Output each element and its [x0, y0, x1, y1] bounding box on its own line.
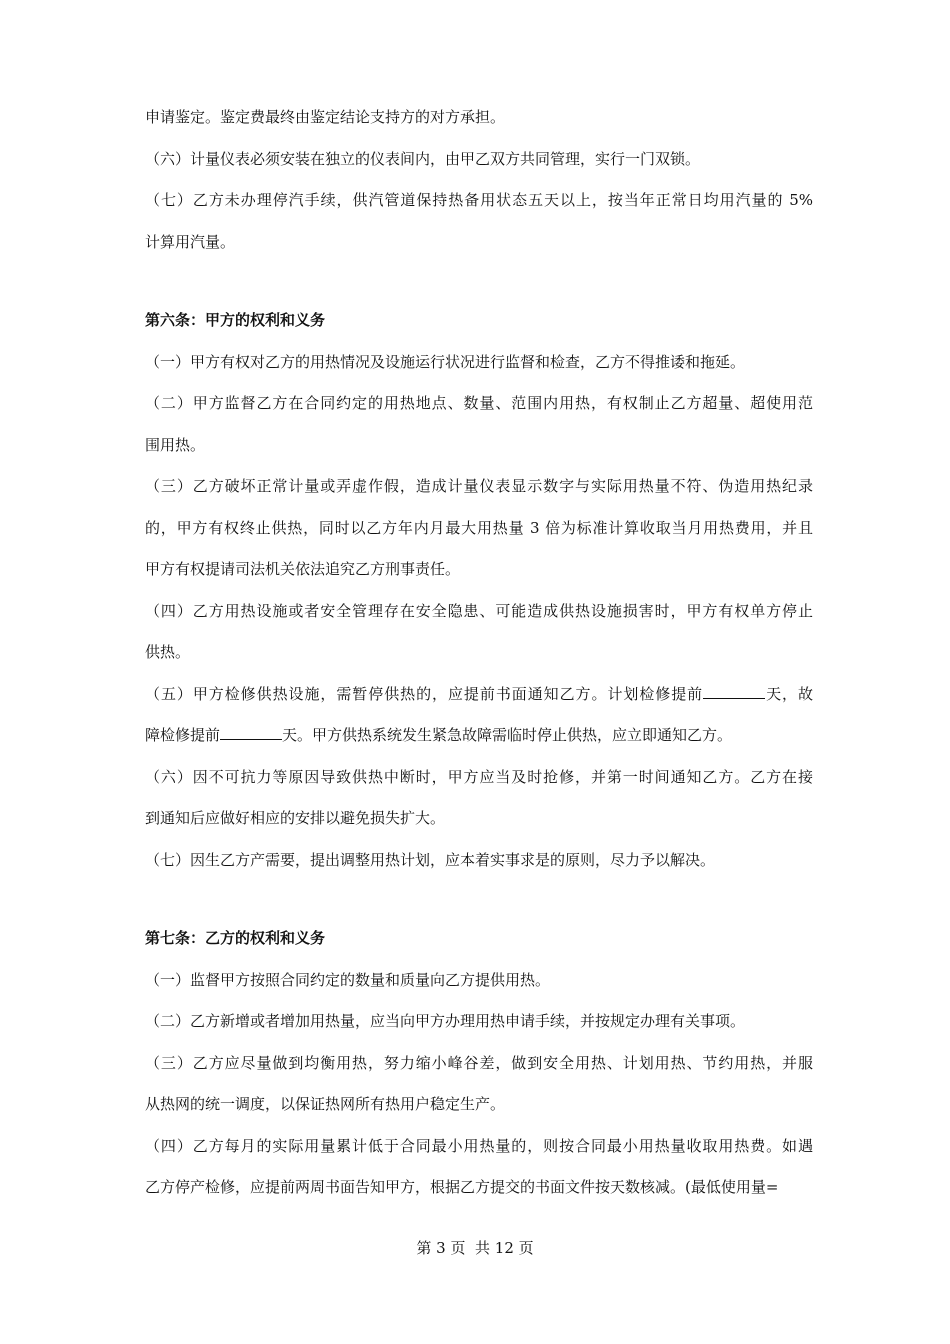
- paragraph-appraisal-fee: [145, 97, 813, 139]
- text-segment: 天。甲方供热系统发生紧急故障需临时停止供热，应立即通知乙方。: [282, 726, 733, 744]
- text-segment: 天，故: [765, 684, 813, 703]
- text-line: （二）甲方监督乙方在合同约定的用热地点、数量、范围内用热，有权制止乙方超量、超使用范: [145, 394, 813, 412]
- article-6-clause-6: [145, 757, 813, 840]
- current-page-number: 3: [436, 1239, 446, 1257]
- text-line: （四）乙方每月的实际用量累计低于合同最小用热量的，则按合同最小用热量收取用热费。如遇: [145, 1136, 813, 1155]
- text-line: 甲方有权提请司法机关依法追究乙方刑事责任。: [145, 560, 461, 578]
- page-label-middle: 页 共: [450, 1239, 490, 1257]
- text-line: [145, 715, 813, 757]
- article-7-clause-3: [145, 1043, 813, 1126]
- text-line: （三）乙方应尽量做到均衡用热，努力缩小峰谷差，做到安全用热、计划用热、节约用热，并服: [145, 1053, 813, 1072]
- article-6-clause-5: [145, 674, 813, 757]
- page-footer: [0, 1236, 950, 1260]
- text-line: （一）监督甲方按照合同约定的数量和质量向乙方提供用热。: [145, 970, 551, 989]
- article-6-clause-4: [145, 591, 813, 674]
- fill-in-blank: [220, 725, 282, 740]
- text-line: 供热。: [145, 643, 191, 661]
- text-line: （一）甲方有权对乙方的用热情况及设施运行状况进行监督和检查，乙方不得推诿和拖延。: [145, 352, 746, 371]
- text-line: （六）因不可抗力等原因导致供热中断时，甲方应当及时抢修，并第一时间通知乙方。乙方在接: [145, 767, 813, 786]
- article-6-clause-7: [145, 840, 813, 882]
- article-6-clause-2: [145, 383, 813, 466]
- text-line: （七）因生乙方产需要，提出调整用热计划，应本着实事求是的原则，尽力予以解决。: [145, 850, 716, 869]
- text-segment: （五）甲方检修供热设施，需暂停供热的，应提前书面通知乙方。计划检修提前: [145, 684, 704, 703]
- text-line: （七）乙方未办理停汽手续，供汽管道保持热备用状态五天以上，按当年正常日均用汽量的 5%: [145, 191, 813, 209]
- text-segment: 障检修提前: [145, 726, 221, 744]
- text-line: 到通知后应做好相应的安排以避免损失扩大。: [145, 809, 446, 827]
- article-6-clause-1: [145, 342, 813, 384]
- text-line: 乙方停产检修，应提前两周书面告知甲方，根据乙方提交的书面文件按天数核减。(最低使用量=: [145, 1178, 779, 1196]
- page-label-suffix: 页: [518, 1239, 534, 1257]
- page-label-prefix: 第: [416, 1239, 432, 1257]
- section-spacer: [145, 263, 813, 300]
- article-7-clause-2: [145, 1001, 813, 1043]
- text-line: 围用热。: [145, 435, 206, 454]
- text-line: 从热网的统一调度，以保证热网所有热用户稳定生产。: [145, 1095, 506, 1113]
- text-line: 计算用汽量。: [145, 232, 236, 251]
- text-line: （四）乙方用热设施或者安全管理存在安全隐患、可能造成供热设施损害时，甲方有权单方停止: [145, 601, 813, 620]
- article-7-clause-4: [145, 1126, 813, 1209]
- page-content: [145, 97, 813, 1209]
- text-line: [145, 674, 813, 716]
- text-line: （三）乙方破坏正常计量或弄虚作假，造成计量仪表显示数字与实际用热量不符、伪造用热纪录: [145, 477, 813, 495]
- article-7-heading: 第七条：乙方的权利和义务: [145, 929, 326, 947]
- text-line: （六）计量仪表必须安装在独立的仪表间内，由甲乙双方共同管理，实行一门双锁。: [145, 149, 701, 168]
- paragraph-meter-room: [145, 139, 813, 181]
- text-line: 的，甲方有权终止供热，同时以乙方年内月最大用热量 3 倍为标准计算收取当月用热费用，并且: [145, 518, 813, 537]
- section-spacer: [145, 881, 813, 918]
- article-7-clause-1: [145, 960, 813, 1002]
- total-pages-number: 12: [494, 1239, 514, 1257]
- text-line: 申请鉴定。鉴定费最终由鉴定结论支持方的对方承担。: [145, 108, 506, 126]
- article-6-clause-3: [145, 466, 813, 591]
- fill-in-blank: [703, 684, 765, 699]
- paragraph-steam-standby: [145, 180, 813, 263]
- article-6-heading: 第六条：甲方的权利和义务: [145, 311, 326, 329]
- text-line: （二）乙方新增或者增加用热量，应当向甲方办理用热申请手续，并按规定办理有关事项。: [145, 1012, 746, 1030]
